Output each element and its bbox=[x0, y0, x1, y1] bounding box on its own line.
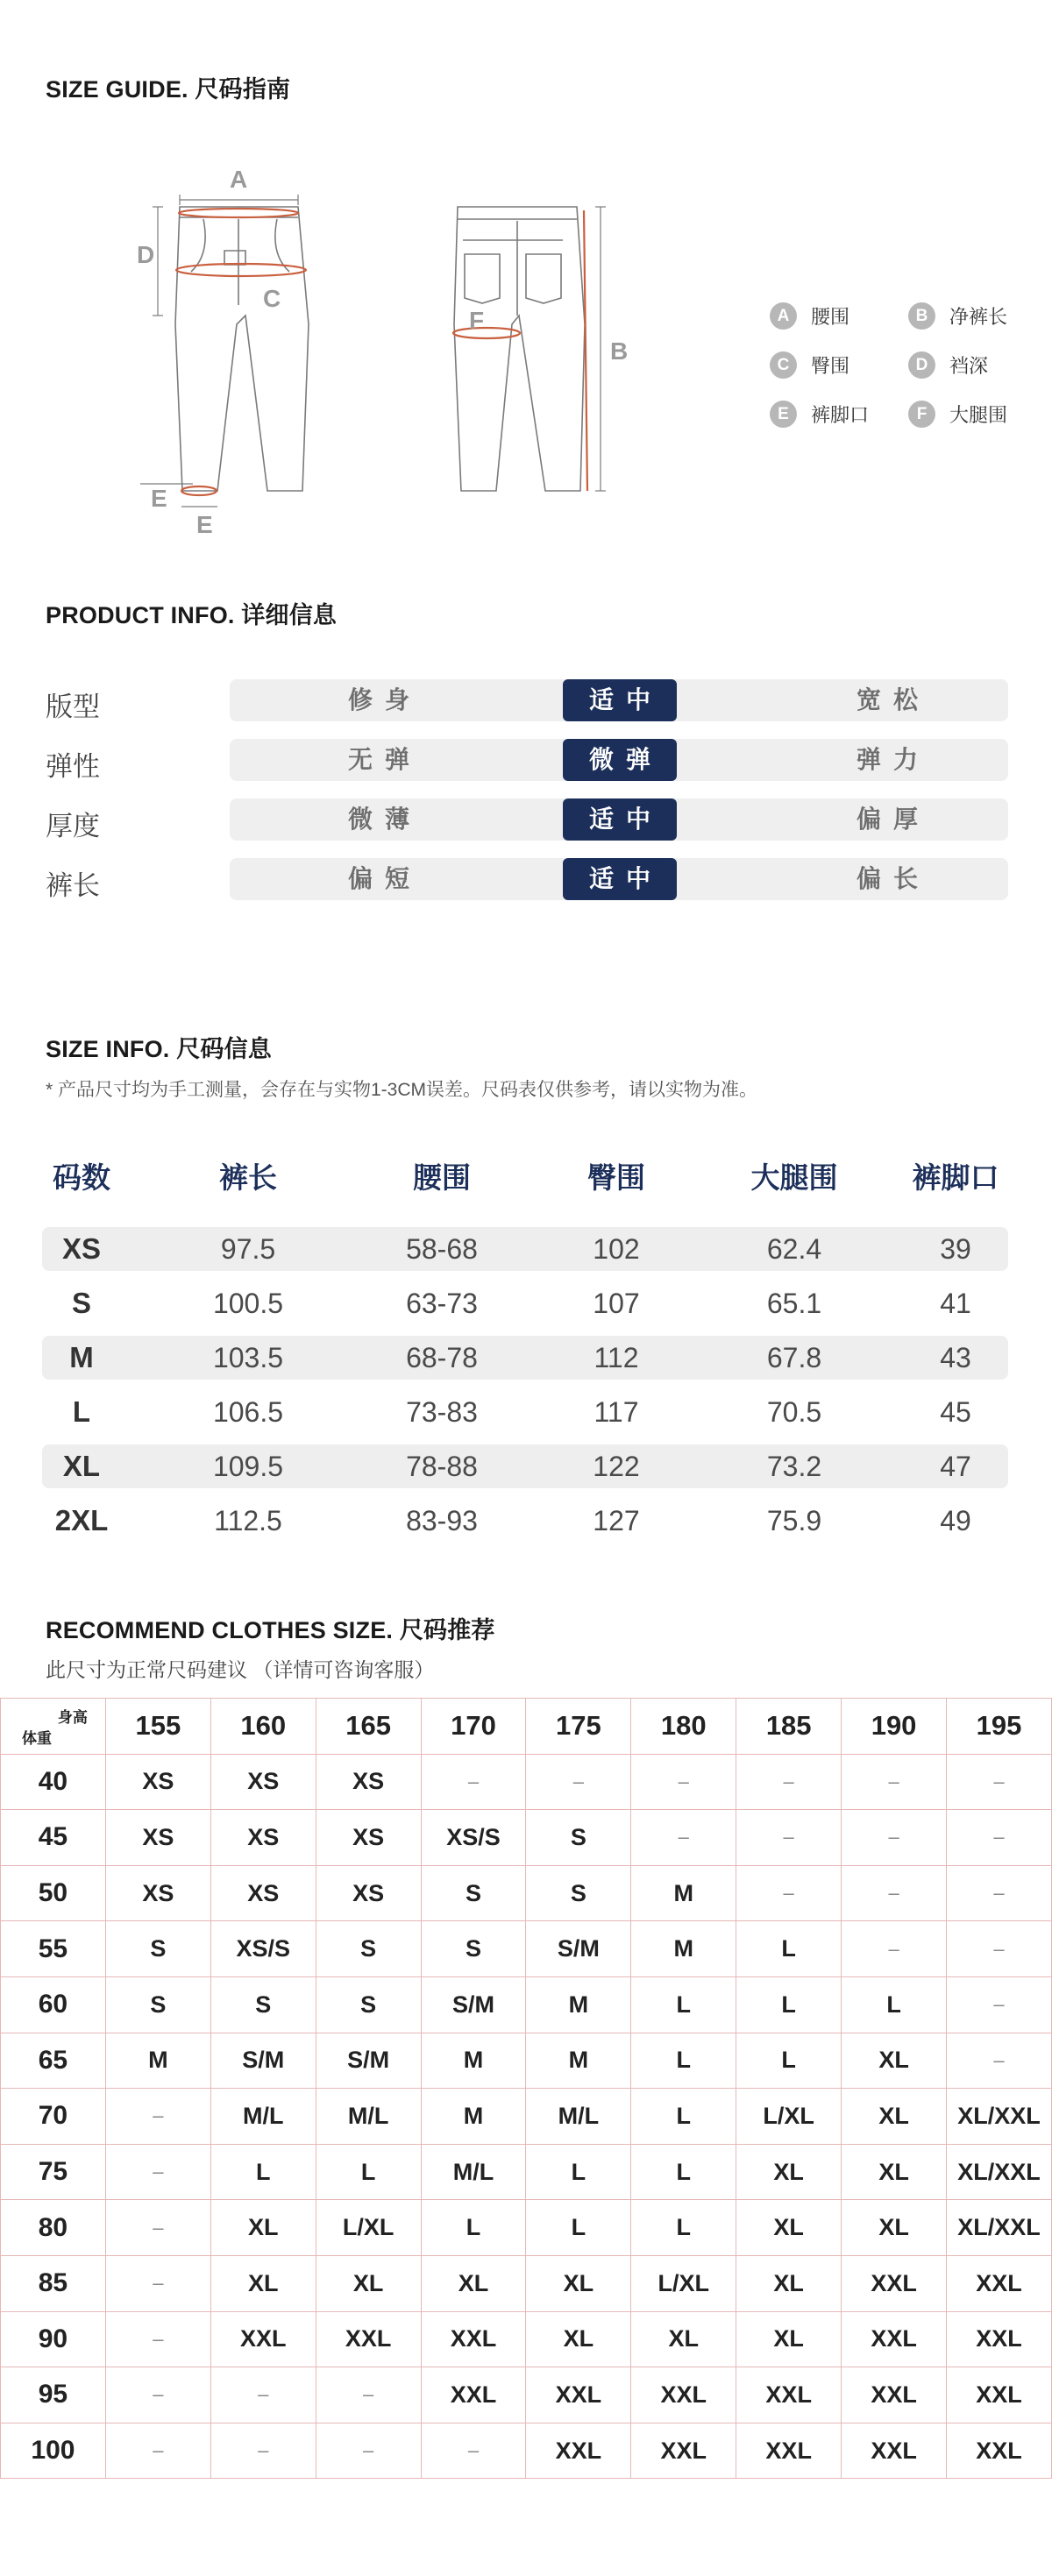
recommend-weight-cell: 50 bbox=[1, 1865, 106, 1921]
recommend-weight-cell: 45 bbox=[1, 1810, 106, 1866]
recommend-size-cell: – bbox=[947, 1810, 1052, 1866]
size-info-size: L bbox=[72, 1395, 91, 1428]
recommend-size-cell: XXL bbox=[842, 2423, 947, 2479]
legend-label: 臀围 bbox=[811, 355, 850, 377]
size-info-value: 102 bbox=[593, 1233, 640, 1265]
recommend-size-cell: – bbox=[210, 2367, 316, 2423]
recommend-size-cell: M/L bbox=[316, 2089, 421, 2145]
recommend-size-cell: L bbox=[736, 2033, 842, 2089]
recommend-size-cell: M bbox=[421, 2089, 526, 2145]
product-info-label: 版型 bbox=[46, 692, 100, 722]
recommend-size-cell: XXL bbox=[316, 2311, 421, 2367]
recommend-size-cell: L bbox=[210, 2144, 316, 2200]
recommend-size-cell: L/XL bbox=[736, 2089, 842, 2145]
size-info-value: 100.5 bbox=[212, 1288, 284, 1319]
recommend-size-cell: – bbox=[105, 2367, 210, 2423]
size-info-value: 122 bbox=[593, 1451, 640, 1482]
product-info-title: PRODUCT INFO. 详细信息 bbox=[46, 602, 338, 628]
legend-item bbox=[908, 351, 988, 379]
size-info-value: 39 bbox=[940, 1233, 971, 1265]
recommend-size-cell: – bbox=[947, 1921, 1052, 1977]
size-info-value: 41 bbox=[940, 1288, 971, 1319]
recommend-size-cell: – bbox=[736, 1754, 842, 1810]
size-info-value: 43 bbox=[940, 1342, 971, 1373]
recommend-size-cell: XS bbox=[210, 1865, 316, 1921]
label-a: A bbox=[230, 166, 248, 193]
recommend-size-cell: – bbox=[842, 1865, 947, 1921]
recommend-size-cell: – bbox=[842, 1754, 947, 1810]
corner-weight-label: 体重 bbox=[22, 1729, 52, 1747]
recommend-corner-cell bbox=[1, 1699, 106, 1755]
recommend-row bbox=[1, 2033, 1052, 2089]
product-info-option: 修身 bbox=[347, 686, 422, 713]
recommend-row bbox=[1, 2423, 1052, 2479]
recommend-size-cell: XXL bbox=[421, 2311, 526, 2367]
recommend-size-cell: L bbox=[421, 2200, 526, 2256]
recommend-size-cell: – bbox=[631, 1810, 736, 1866]
recommend-size-cell: XS/S bbox=[210, 1921, 316, 1977]
recommend-size-cell: XXL bbox=[736, 2423, 842, 2479]
size-info-value: 62.4 bbox=[766, 1233, 822, 1265]
recommend-size-cell: XL bbox=[736, 2200, 842, 2256]
legend-item bbox=[908, 401, 1007, 428]
product-info-option: 无弹 bbox=[347, 746, 422, 773]
product-info-option-selected: 适中 bbox=[563, 858, 677, 900]
recommend-size-cell: S/M bbox=[421, 1976, 526, 2033]
recommend-height-header: 170 bbox=[421, 1699, 526, 1755]
recommend-weight-cell: 95 bbox=[1, 2367, 106, 2423]
product-info-row bbox=[46, 858, 1008, 900]
product-info-row bbox=[46, 679, 1008, 721]
recommend-size-cell: – bbox=[947, 1754, 1052, 1810]
recommend-size-cell: S bbox=[210, 1976, 316, 2033]
recommend-size-cell: XL bbox=[316, 2255, 421, 2311]
legend-label: 裆深 bbox=[949, 355, 989, 377]
recommend-size-cell: M bbox=[526, 1976, 631, 2033]
size-info-size: S bbox=[71, 1287, 91, 1319]
size-info-value: 117 bbox=[594, 1396, 639, 1428]
legend-label: 腰围 bbox=[811, 306, 850, 328]
recommend-size-cell: – bbox=[526, 1754, 631, 1810]
recommend-height-header: 185 bbox=[736, 1699, 842, 1755]
size-info-size: 2XL bbox=[54, 1504, 109, 1536]
size-info-value: 70.5 bbox=[766, 1396, 822, 1428]
recommend-weight-cell: 100 bbox=[1, 2423, 106, 2479]
recommend-weight-cell: 80 bbox=[1, 2200, 106, 2256]
recommend-size-cell: – bbox=[105, 2144, 210, 2200]
recommend-size-cell: – bbox=[105, 2423, 210, 2479]
size-info-row bbox=[42, 1227, 1008, 1271]
recommend-size-cell: L bbox=[736, 1976, 842, 2033]
size-info-value: 67.8 bbox=[766, 1342, 822, 1373]
product-info-row bbox=[46, 739, 1008, 781]
recommend-size-cell: XS bbox=[105, 1754, 210, 1810]
recommend-size-cell: XXL bbox=[842, 2311, 947, 2367]
label-f: F bbox=[469, 307, 485, 334]
recommend-size-cell: XL bbox=[736, 2311, 842, 2367]
recommend-size-cell: L bbox=[526, 2200, 631, 2256]
recommend-row bbox=[1, 1976, 1052, 2033]
product-info-option-selected: 适中 bbox=[563, 798, 677, 841]
recommend-size-cell: S bbox=[316, 1921, 421, 1977]
recommend-row bbox=[1, 2089, 1052, 2145]
size-info-header: 腰围 bbox=[413, 1161, 471, 1194]
size-info-row bbox=[42, 1336, 1008, 1380]
product-info-label: 裤长 bbox=[46, 870, 100, 901]
recommend-size-cell: XS bbox=[316, 1810, 421, 1866]
recommend-size-cell: XXL bbox=[947, 2423, 1052, 2479]
recommend-title: RECOMMEND CLOTHES SIZE. 尺码推荐 bbox=[46, 1617, 495, 1643]
product-info-option: 弹力 bbox=[856, 746, 930, 773]
recommend-size-cell: L bbox=[631, 2033, 736, 2089]
recommend-size-cell: XXL bbox=[210, 2311, 316, 2367]
recommend-size-cell: – bbox=[947, 2033, 1052, 2089]
recommend-size-cell: XL/XXL bbox=[947, 2089, 1052, 2145]
recommend-size-cell: – bbox=[105, 2311, 210, 2367]
recommend-size-cell: M bbox=[421, 2033, 526, 2089]
recommend-height-header: 175 bbox=[526, 1699, 631, 1755]
recommend-weight-cell: 70 bbox=[1, 2089, 106, 2145]
recommend-size-cell: XXL bbox=[526, 2367, 631, 2423]
legend-letter: A bbox=[770, 302, 797, 330]
recommend-row bbox=[1, 1921, 1052, 1977]
recommend-size-cell: S bbox=[316, 1976, 421, 2033]
legend-label: 净裤长 bbox=[949, 306, 1008, 328]
product-info-option: 偏长 bbox=[856, 865, 930, 892]
recommend-size-cell: L/XL bbox=[631, 2255, 736, 2311]
size-info-value: 47 bbox=[940, 1451, 971, 1482]
size-info-size: XL bbox=[62, 1450, 101, 1482]
size-info-value: 127 bbox=[593, 1505, 640, 1536]
recommend-size-cell: – bbox=[842, 1921, 947, 1977]
recommend-weight-cell: 60 bbox=[1, 1976, 106, 2033]
size-info-value: 65.1 bbox=[766, 1288, 822, 1319]
recommend-size-cell: XXL bbox=[947, 2311, 1052, 2367]
recommend-size-cell: XXL bbox=[842, 2255, 947, 2311]
recommend-size-cell: S/M bbox=[526, 1921, 631, 1977]
recommend-size-cell: – bbox=[316, 2423, 421, 2479]
recommend-size-cell: – bbox=[421, 1754, 526, 1810]
recommend-size-cell: L bbox=[631, 1976, 736, 2033]
recommend-size-cell: XL bbox=[210, 2255, 316, 2311]
size-info-header: 码数 bbox=[53, 1161, 110, 1194]
recommend-size-cell: XS/S bbox=[421, 1810, 526, 1866]
recommend-height-header: 180 bbox=[631, 1699, 736, 1755]
recommend-size-cell: XL bbox=[631, 2311, 736, 2367]
product-info-option: 偏短 bbox=[347, 865, 422, 892]
recommend-size-cell: L bbox=[631, 2144, 736, 2200]
size-info-row bbox=[42, 1499, 1008, 1543]
size-info-value: 109.5 bbox=[212, 1451, 284, 1482]
recommend-size-cell: – bbox=[842, 1810, 947, 1866]
size-info-header: 裤长 bbox=[219, 1161, 277, 1194]
recommend-height-header: 165 bbox=[316, 1699, 421, 1755]
recommend-size-cell: – bbox=[316, 2367, 421, 2423]
recommend-height-header: 195 bbox=[947, 1699, 1052, 1755]
recommend-size-cell: XL bbox=[842, 2033, 947, 2089]
recommend-size-cell: XS bbox=[105, 1865, 210, 1921]
legend-item bbox=[908, 302, 1007, 330]
recommend-size-cell: XS bbox=[210, 1754, 316, 1810]
recommend-size-cell: XS bbox=[105, 1810, 210, 1866]
recommend-size-cell: XL/XXL bbox=[947, 2144, 1052, 2200]
recommend-size-table bbox=[0, 1698, 1052, 2479]
corner-height-label: 身高 bbox=[57, 1709, 88, 1726]
size-info-row bbox=[42, 1390, 1008, 1434]
size-info-header: 裤脚口 bbox=[912, 1161, 999, 1194]
recommend-size-cell: L/XL bbox=[316, 2200, 421, 2256]
product-info-bar bbox=[230, 858, 1008, 900]
product-info-label: 厚度 bbox=[46, 811, 100, 841]
product-info-bar bbox=[230, 798, 1008, 841]
recommend-size-cell: S bbox=[421, 1921, 526, 1977]
recommend-row bbox=[1, 2144, 1052, 2200]
recommend-size-cell: XL bbox=[526, 2311, 631, 2367]
recommend-height-header: 190 bbox=[842, 1699, 947, 1755]
recommend-size-cell: S bbox=[105, 1921, 210, 1977]
size-info-title: SIZE INFO. 尺码信息 bbox=[46, 1036, 273, 1062]
pants-measurement-diagram bbox=[114, 149, 658, 552]
recommend-size-cell: XL/XXL bbox=[947, 2200, 1052, 2256]
size-info-header: 大腿围 bbox=[750, 1161, 838, 1194]
recommend-size-cell: XXL bbox=[631, 2367, 736, 2423]
legend-item bbox=[770, 401, 869, 428]
product-info-bar bbox=[230, 739, 1008, 781]
recommend-size-cell: XXL bbox=[947, 2255, 1052, 2311]
size-info-value: 107 bbox=[593, 1288, 640, 1319]
recommend-row bbox=[1, 2367, 1052, 2423]
recommend-size-cell: – bbox=[736, 1865, 842, 1921]
recommend-subtitle: 此尺寸为正常尺码建议 （详情可咨询客服） bbox=[46, 1658, 435, 1681]
recommend-size-cell: XL bbox=[736, 2255, 842, 2311]
recommend-size-cell: XL bbox=[842, 2089, 947, 2145]
legend-item bbox=[770, 351, 849, 379]
recommend-size-cell: – bbox=[947, 1976, 1052, 2033]
size-info-note: * 产品尺寸均为手工测量，会存在与实物1-3CM误差。尺码表仅供参考，请以实物为准。 bbox=[46, 1080, 758, 1100]
recommend-size-cell: M/L bbox=[210, 2089, 316, 2145]
recommend-row bbox=[1, 2200, 1052, 2256]
product-info-bar bbox=[230, 679, 1008, 721]
recommend-size-cell: XXL bbox=[526, 2423, 631, 2479]
recommend-size-cell: XXL bbox=[736, 2367, 842, 2423]
recommend-size-cell: XL bbox=[421, 2255, 526, 2311]
size-info-value: 68-78 bbox=[406, 1342, 478, 1373]
recommend-size-cell: XXL bbox=[631, 2423, 736, 2479]
recommend-row bbox=[1, 1810, 1052, 1866]
recommend-size-cell: S bbox=[105, 1976, 210, 2033]
recommend-weight-cell: 55 bbox=[1, 1921, 106, 1977]
size-info-row bbox=[42, 1444, 1008, 1488]
recommend-size-cell: – bbox=[210, 2423, 316, 2479]
size-info-value: 75.9 bbox=[766, 1505, 822, 1536]
recommend-size-cell: – bbox=[947, 1865, 1052, 1921]
recommend-size-cell: S bbox=[526, 1810, 631, 1866]
legend-label: 裤脚口 bbox=[811, 404, 870, 426]
size-info-value: 103.5 bbox=[212, 1342, 284, 1373]
size-info-header: 臀围 bbox=[587, 1161, 645, 1194]
product-info-option: 宽松 bbox=[856, 686, 930, 713]
corner-wrap bbox=[1, 1699, 105, 1754]
product-info-option-selected: 微弹 bbox=[563, 739, 677, 781]
recommend-size-cell: XL bbox=[210, 2200, 316, 2256]
recommend-weight-cell: 85 bbox=[1, 2255, 106, 2311]
legend-letter: C bbox=[770, 351, 797, 379]
product-info-row bbox=[46, 798, 1008, 841]
size-info-value: 97.5 bbox=[220, 1233, 276, 1265]
size-info-value: 83-93 bbox=[406, 1505, 478, 1536]
size-info-value: 73-83 bbox=[406, 1396, 478, 1428]
recommend-size-cell: XS bbox=[210, 1810, 316, 1866]
recommend-size-cell: – bbox=[421, 2423, 526, 2479]
label-e-bottom: E bbox=[196, 511, 213, 538]
recommend-size-cell: S bbox=[421, 1865, 526, 1921]
label-c: C bbox=[263, 285, 281, 312]
recommend-size-cell: XL bbox=[526, 2255, 631, 2311]
size-info-value: 63-73 bbox=[406, 1288, 478, 1319]
recommend-size-cell: XXL bbox=[421, 2367, 526, 2423]
recommend-size-cell: – bbox=[631, 1754, 736, 1810]
recommend-size-cell: L bbox=[631, 2089, 736, 2145]
size-info-value: 112 bbox=[594, 1342, 639, 1373]
recommend-size-cell: S/M bbox=[316, 2033, 421, 2089]
recommend-size-cell: L bbox=[736, 1921, 842, 1977]
recommend-size-cell: – bbox=[736, 1810, 842, 1866]
product-info-option-selected: 适中 bbox=[563, 679, 677, 721]
size-info-value: 45 bbox=[940, 1396, 971, 1428]
recommend-size-cell: L bbox=[526, 2144, 631, 2200]
recommend-weight-cell: 75 bbox=[1, 2144, 106, 2200]
size-info-row bbox=[42, 1281, 1008, 1325]
recommend-size-cell: – bbox=[105, 2200, 210, 2256]
recommend-size-cell: L bbox=[631, 2200, 736, 2256]
size-info-value: 106.5 bbox=[212, 1396, 284, 1428]
recommend-size-cell: XXL bbox=[842, 2367, 947, 2423]
recommend-size-cell: S bbox=[526, 1865, 631, 1921]
recommend-row bbox=[1, 2311, 1052, 2367]
recommend-height-header: 155 bbox=[105, 1699, 210, 1755]
size-info-value: 78-88 bbox=[406, 1451, 478, 1482]
size-info-value: 49 bbox=[940, 1505, 971, 1536]
legend-letter: F bbox=[908, 401, 935, 428]
legend-item bbox=[770, 302, 849, 330]
legend-letter: D bbox=[908, 351, 935, 379]
recommend-height-header: 160 bbox=[210, 1699, 316, 1755]
product-info-option: 偏厚 bbox=[856, 805, 930, 833]
recommend-size-cell: M bbox=[526, 2033, 631, 2089]
recommend-size-cell: XS bbox=[316, 1754, 421, 1810]
recommend-header-row bbox=[1, 1699, 1052, 1755]
recommend-row bbox=[1, 2255, 1052, 2311]
recommend-size-cell: M bbox=[631, 1865, 736, 1921]
recommend-size-cell: M/L bbox=[421, 2144, 526, 2200]
size-info-value: 112.5 bbox=[214, 1505, 282, 1536]
label-e-left: E bbox=[151, 485, 167, 512]
size-info-size: XS bbox=[61, 1232, 102, 1265]
recommend-weight-cell: 65 bbox=[1, 2033, 106, 2089]
size-info-value: 58-68 bbox=[406, 1233, 478, 1265]
label-d: D bbox=[137, 241, 155, 268]
recommend-weight-cell: 40 bbox=[1, 1754, 106, 1810]
recommend-size-cell: XS bbox=[316, 1865, 421, 1921]
recommend-size-cell: – bbox=[105, 2089, 210, 2145]
recommend-weight-cell: 90 bbox=[1, 2311, 106, 2367]
legend-label: 大腿围 bbox=[949, 404, 1008, 426]
size-info-value: 73.2 bbox=[766, 1451, 822, 1482]
recommend-row bbox=[1, 1754, 1052, 1810]
recommend-size-cell: M bbox=[631, 1921, 736, 1977]
recommend-size-cell: L bbox=[842, 1976, 947, 2033]
recommend-size-cell: XL bbox=[842, 2144, 947, 2200]
recommend-size-cell: M bbox=[105, 2033, 210, 2089]
product-info-label: 弹性 bbox=[46, 751, 100, 782]
recommend-size-cell: XL bbox=[736, 2144, 842, 2200]
size-info-size: M bbox=[69, 1341, 94, 1373]
recommend-size-cell: XXL bbox=[947, 2367, 1052, 2423]
recommend-size-cell: – bbox=[105, 2255, 210, 2311]
recommend-row bbox=[1, 1865, 1052, 1921]
product-info-option: 微薄 bbox=[347, 805, 422, 833]
recommend-size-cell: XL bbox=[842, 2200, 947, 2256]
recommend-size-cell: M/L bbox=[526, 2089, 631, 2145]
label-b: B bbox=[610, 337, 629, 365]
legend-letter: E bbox=[770, 401, 797, 428]
recommend-size-cell: L bbox=[316, 2144, 421, 2200]
recommend-size-cell: S/M bbox=[210, 2033, 316, 2089]
legend-letter: B bbox=[908, 302, 935, 330]
size-guide-title: SIZE GUIDE. 尺码指南 bbox=[46, 76, 291, 103]
